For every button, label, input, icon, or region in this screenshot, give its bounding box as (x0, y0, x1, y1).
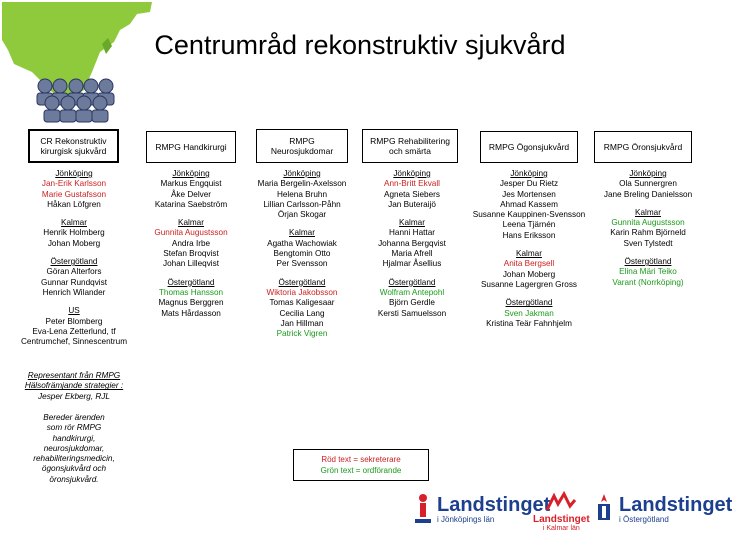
box-rmpg-oronsjukvard (594, 131, 692, 163)
column-neurosjukdomar (246, 169, 358, 339)
box-rmpg-rehabilitering (362, 129, 458, 163)
box-rmpg-ogonsjukvard (480, 131, 578, 163)
member-name: Åke Delver (170, 189, 212, 199)
note-line: neurosjukdomar, (43, 443, 105, 453)
note-description (18, 413, 130, 485)
region-heading-jonkoping: Jönköping (283, 169, 321, 178)
member-name: Maria Bergelin-Axelsson (257, 179, 347, 189)
logo-landstinget-kalmar (533, 492, 590, 533)
region-heading-ostergotland: Östergötland (388, 277, 436, 287)
color-legend (293, 449, 429, 481)
people-group-icon (37, 79, 114, 122)
region-heading-us: US (68, 306, 80, 316)
member-name: Varant (Norrköping) (612, 277, 684, 287)
member-name: Mats Hårdasson (161, 308, 221, 318)
box-line1: RMPG Rehabilitering (370, 136, 450, 146)
kalmar-logo-icon (544, 492, 578, 514)
member-name: Gunnar Rundqvist (41, 277, 107, 287)
member-name: Sven Tylstedt (623, 238, 673, 248)
logo-name: Landstinget (619, 493, 732, 516)
member-name: Jan Buteraijö (388, 199, 436, 209)
region-heading-jonkoping: Jönköping (510, 169, 548, 178)
member-name: Magnus Berggren (158, 298, 224, 308)
member-name: Sven Jakman (504, 308, 554, 318)
member-name: Henrik Holmberg (43, 228, 105, 238)
note-line: som rör RMPG (46, 423, 102, 433)
member-name: Maria Afrell (391, 249, 433, 259)
region-heading-jonkoping: Jönköping (629, 169, 667, 178)
member-name: Johanna Bergqvist (378, 238, 446, 248)
region-heading-jonkoping: Jönköping (172, 169, 210, 178)
logo-name: Landstinget (437, 493, 551, 516)
member-name: Jane Breling Danielsson (603, 189, 693, 199)
ostergotland-logo-icon (592, 492, 616, 526)
logo-name: Landstinget (533, 514, 590, 525)
region-heading-kalmar: Kalmar (289, 228, 315, 238)
region-heading-ostergotland: Östergötland (167, 277, 215, 287)
region-heading-ostergotland: Östergötland (505, 298, 553, 308)
box-cr-rekonstruktiv (28, 129, 119, 163)
member-name: Björn Gerdle (389, 298, 435, 308)
note-line: ögonsjukvård och (41, 464, 107, 474)
box-line1: RMPG Ögonsjukvård (488, 142, 570, 152)
member-name: Jan-Erik Karlsson (41, 179, 107, 189)
legend-chair: Grön text = ordförande (320, 466, 402, 475)
member-name: Gunnita Augustsson (611, 218, 685, 228)
member-name: Anita Bergsell (503, 259, 555, 269)
region-heading-kalmar: Kalmar (399, 218, 425, 228)
box-line1: RMPG Öronsjukvård (603, 142, 683, 152)
region-heading-kalmar: Kalmar (178, 218, 204, 228)
box-line1: RMPG (289, 136, 315, 146)
member-name: Agatha Wachowiak (267, 238, 337, 248)
region-heading-ostergotland: Östergötland (278, 277, 326, 287)
logo-sub: i Östergötland (619, 514, 669, 524)
member-name: Helena Bruhn (276, 189, 328, 199)
page-title: Centrumråd rekonstruktiv sjukvård (154, 30, 566, 60)
note-line: Representant från RMPG (27, 371, 121, 380)
member-name: Jan Hillman (280, 318, 324, 328)
member-name: Lillian Carlsson-Påhn (263, 199, 341, 209)
member-name: Markus Engquist (160, 179, 222, 189)
member-name: Susanne Lagergren Gross (480, 279, 578, 289)
member-name: Centrumchef, Sinnescentrum (20, 337, 128, 347)
note-line: Jesper Ekberg, RJL (38, 391, 110, 401)
member-name: Örjan Skogar (277, 210, 327, 220)
box-line1: CR Rekonstruktiv (40, 136, 107, 146)
member-name: Hanni Hattar (389, 228, 435, 238)
member-name: Kersti Samuelsson (377, 308, 447, 318)
member-name: Andra Irbe (171, 238, 211, 248)
region-heading-kalmar: Kalmar (635, 207, 661, 217)
logo-landstinget-ostergotland (592, 492, 732, 526)
member-name: Ola Sunnergren (619, 179, 677, 189)
member-name: Göran Alterfors (46, 267, 102, 277)
legend-secretary: Röd text = sekreterare (321, 455, 401, 464)
member-name: Marie Gustafsson (41, 189, 107, 199)
member-name: Bengtomin Otto (273, 249, 331, 259)
member-name: Patrick Vigren (276, 329, 328, 339)
member-name: Susanne Kauppinen-Svensson (472, 210, 586, 220)
region-heading-kalmar: Kalmar (516, 249, 542, 259)
jonkoping-logo-icon (412, 492, 434, 526)
box-line1: RMPG Handkirurgi (155, 142, 227, 152)
member-name: Wiktoria Jakobsson (266, 287, 338, 297)
member-name: Kristina Teär Fahnhjelm (486, 318, 572, 328)
note-line: rehabiliteringsmedicin, (33, 454, 115, 464)
region-heading-ostergotland: Östergötland (50, 257, 98, 267)
note-line: Bereder ärenden (43, 413, 105, 422)
box-line2: och smärta (388, 146, 432, 156)
box-line2: Neurosjukdomar (270, 146, 334, 156)
member-name: Leena Tjärnén (502, 220, 556, 230)
member-name: Ahmad Kassem (500, 199, 558, 209)
member-name: Elina Märi Teiko (619, 267, 677, 277)
member-name: Karin Rahm Björneld (610, 228, 686, 238)
member-name: Agneta Siebers (384, 189, 440, 199)
box-rmpg-neurosjukdomar (256, 129, 348, 163)
member-name: Johan Lilleqvist (163, 259, 219, 269)
logo-landstinget-jonkoping (412, 492, 550, 526)
note-line: öronsjukvård. (49, 474, 99, 484)
member-name: Katarina Saebström (154, 199, 228, 209)
member-name: Johan Moberg (502, 269, 556, 279)
member-name: Henrich Wilander (42, 287, 106, 297)
member-name: Tomas Kaligesaar (269, 298, 335, 308)
note-line: Hälsofrämjande strategier : (24, 381, 124, 391)
column-cr (12, 169, 136, 347)
region-heading-ostergotland: Östergötland (624, 257, 672, 267)
member-name: Håkan Löfgren (47, 199, 101, 209)
member-name: Ann-Britt Ekvall (384, 179, 440, 189)
column-oronsjukvard (592, 169, 704, 288)
logo-sub: i Jönköpings län (437, 514, 495, 524)
member-name: Hans Eriksson (502, 230, 556, 240)
column-ogonsjukvard (466, 169, 592, 329)
box-line2: kirurgisk sjukvård (40, 146, 107, 156)
column-handkirurgi (136, 169, 246, 319)
member-name: Gunnita Augustsson (154, 228, 228, 238)
member-name: Wolfram Antepohl (379, 287, 445, 297)
member-name: Stefan Broqvist (163, 249, 219, 259)
member-name: Jesper Du Rietz (499, 179, 559, 189)
member-name: Hjalmar Åsellius (382, 259, 442, 269)
region-heading-jonkoping: Jönköping (55, 169, 93, 178)
box-rmpg-handkirurgi (146, 131, 236, 163)
member-name: Jes Mortensen (502, 189, 556, 199)
note-line: handkirurgi, (52, 433, 96, 443)
logo-sub: i Kalmar län (542, 525, 580, 532)
member-name: Johan Moberg (47, 238, 101, 248)
note-representative (8, 371, 140, 402)
member-name: Per Svensson (276, 259, 328, 269)
region-map-illustration (2, 2, 722, 122)
member-name: Eva-Lena Zetterlund, tf (32, 326, 116, 336)
member-name: Thomas Hansson (158, 287, 224, 297)
region-heading-jonkoping: Jönköping (393, 169, 431, 178)
region-heading-kalmar: Kalmar (61, 218, 87, 228)
member-name: Peter Blomberg (45, 316, 103, 326)
member-name: Cecilia Lang (279, 308, 325, 318)
column-rehabilitering (358, 169, 466, 319)
